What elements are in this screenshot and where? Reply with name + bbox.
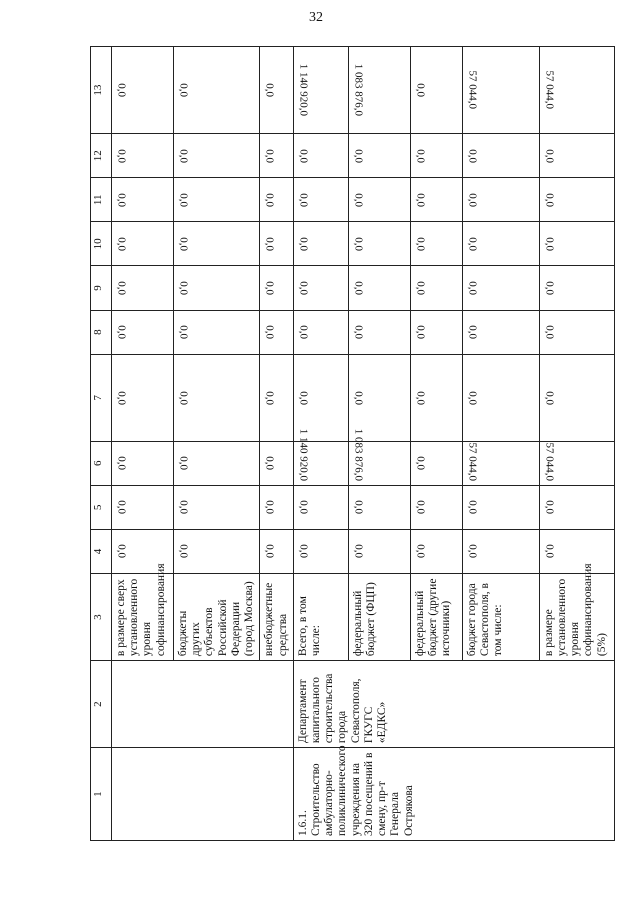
value-cell: 0,0 xyxy=(260,266,293,310)
value-cell: 0,0 xyxy=(293,266,348,310)
header-cell: 9 xyxy=(91,266,112,310)
header-cell: 7 xyxy=(91,354,112,441)
value-cell: 0,0 xyxy=(539,222,614,266)
value-cell: 0,0 xyxy=(174,441,260,485)
value-cell: 0,0 xyxy=(174,47,260,134)
value-cell: 0,0 xyxy=(174,178,260,222)
value-cell: 57 044,0 xyxy=(539,47,614,134)
header-cell: 3 xyxy=(91,574,112,661)
value-cell: 1 140 920,0 xyxy=(293,47,348,134)
value-cell: 0,0 xyxy=(293,354,348,441)
row-label: бюджеты других субъектов Российской Федерации (город Москва) xyxy=(174,574,260,661)
value-cell: 0,0 xyxy=(260,310,293,354)
value-cell: 0,0 xyxy=(293,134,348,178)
value-cell: 0,0 xyxy=(174,134,260,178)
value-cell: 0,0 xyxy=(260,529,293,573)
value-cell: 0,0 xyxy=(539,529,614,573)
value-cell: 0,0 xyxy=(260,134,293,178)
value-cell: 0,0 xyxy=(348,178,410,222)
value-cell: 0,0 xyxy=(112,266,174,310)
header-cell: 1 xyxy=(91,748,112,841)
value-cell: 0,0 xyxy=(348,134,410,178)
row-label: в размере установленного уровня софинансирования (5%) xyxy=(539,574,614,661)
value-cell: 0,0 xyxy=(112,354,174,441)
value-cell: 0,0 xyxy=(462,485,539,529)
row-label: федеральный бюджет (ФЦП) xyxy=(348,574,410,661)
value-cell: 0,0 xyxy=(539,134,614,178)
header-cell: 8 xyxy=(91,310,112,354)
value-cell: 0,0 xyxy=(293,529,348,573)
value-cell: 0,0 xyxy=(348,485,410,529)
value-cell: 0,0 xyxy=(260,47,293,134)
value-cell: 57 044,0 xyxy=(462,441,539,485)
value-cell: 0,0 xyxy=(112,441,174,485)
header-cell: 12 xyxy=(91,134,112,178)
header-cell: 11 xyxy=(91,178,112,222)
rotated-table-area xyxy=(90,46,608,841)
empty-cell xyxy=(112,661,294,748)
value-cell: 0,0 xyxy=(539,354,614,441)
header-cell: 13 xyxy=(91,47,112,134)
value-cell: 0,0 xyxy=(174,485,260,529)
value-cell: 0,0 xyxy=(348,310,410,354)
value-cell: 0,0 xyxy=(348,222,410,266)
value-cell: 0,0 xyxy=(174,529,260,573)
header-row xyxy=(91,47,112,841)
value-cell: 0,0 xyxy=(410,441,462,485)
value-cell: 0,0 xyxy=(174,354,260,441)
value-cell: 0,0 xyxy=(112,529,174,573)
value-cell: 0,0 xyxy=(260,441,293,485)
value-cell: 0,0 xyxy=(462,266,539,310)
header-cell: 4 xyxy=(91,529,112,573)
value-cell: 0,0 xyxy=(410,354,462,441)
value-cell: 0,0 xyxy=(410,222,462,266)
table-row xyxy=(112,47,174,841)
value-cell: 0,0 xyxy=(462,354,539,441)
table-row xyxy=(293,47,348,841)
value-cell: 0,0 xyxy=(410,266,462,310)
row-label: бюджет города Севастополя, в том числе: xyxy=(462,574,539,661)
value-cell: 0,0 xyxy=(260,354,293,441)
value-cell: 0,0 xyxy=(112,222,174,266)
value-cell: 0,0 xyxy=(348,354,410,441)
value-cell: 0,0 xyxy=(260,222,293,266)
value-cell: 0,0 xyxy=(293,485,348,529)
value-cell: 0,0 xyxy=(112,310,174,354)
value-cell: 0,0 xyxy=(539,178,614,222)
value-cell: 0,0 xyxy=(539,485,614,529)
header-cell: 2 xyxy=(91,661,112,748)
value-cell: 0,0 xyxy=(410,134,462,178)
row-label: в размере сверх установленного уровня софинансирования xyxy=(112,574,174,661)
value-cell: 0,0 xyxy=(539,310,614,354)
page-number: 32 xyxy=(309,10,323,25)
value-cell: 0,0 xyxy=(260,178,293,222)
row-label: федеральный бюджет (другие источники) xyxy=(410,574,462,661)
value-cell: 0,0 xyxy=(174,310,260,354)
value-cell: 0,0 xyxy=(112,134,174,178)
value-cell: 0,0 xyxy=(348,529,410,573)
empty-cell xyxy=(112,748,294,841)
value-cell: 0,0 xyxy=(410,529,462,573)
value-cell: 0,0 xyxy=(410,178,462,222)
value-cell: 0,0 xyxy=(462,134,539,178)
row-label: Всего, в том числе: xyxy=(293,574,348,661)
value-cell: 0,0 xyxy=(293,178,348,222)
value-cell: 1 140 920,0 xyxy=(293,441,348,485)
value-cell: 0,0 xyxy=(410,485,462,529)
value-cell: 0,0 xyxy=(462,310,539,354)
value-cell: 0,0 xyxy=(112,485,174,529)
value-cell: 57 044,0 xyxy=(462,47,539,134)
value-cell: 0,0 xyxy=(293,310,348,354)
value-cell: 0,0 xyxy=(112,47,174,134)
value-cell: 0,0 xyxy=(174,266,260,310)
header-cell: 6 xyxy=(91,441,112,485)
value-cell: 0,0 xyxy=(410,47,462,134)
header-cell: 10 xyxy=(91,222,112,266)
budget-table xyxy=(90,46,615,841)
value-cell: 0,0 xyxy=(539,266,614,310)
value-cell: 0,0 xyxy=(462,222,539,266)
value-cell: 0,0 xyxy=(174,222,260,266)
value-cell: 1 083 876,0 xyxy=(348,441,410,485)
value-cell: 1 083 876,0 xyxy=(348,47,410,134)
value-cell: 0,0 xyxy=(260,485,293,529)
header-cell: 5 xyxy=(91,485,112,529)
value-cell: 0,0 xyxy=(293,222,348,266)
rotated-table-wrapper xyxy=(90,46,608,841)
row-label: внебюджетные средства xyxy=(260,574,293,661)
value-cell: 0,0 xyxy=(112,178,174,222)
object-title: 1.6.1. Строительство амбулаторно-поликлинического учреждения на 320 посещений в смену, пр-т Генерала Острякова xyxy=(293,748,614,841)
value-cell: 0,0 xyxy=(348,266,410,310)
value-cell: 57 044,0 xyxy=(539,441,614,485)
value-cell: 0,0 xyxy=(462,529,539,573)
executor-cell: Департамент капитального строительства города Севастополя, ГКУГС «ЕДКС» xyxy=(293,661,614,748)
value-cell: 0,0 xyxy=(462,178,539,222)
value-cell: 0,0 xyxy=(410,310,462,354)
